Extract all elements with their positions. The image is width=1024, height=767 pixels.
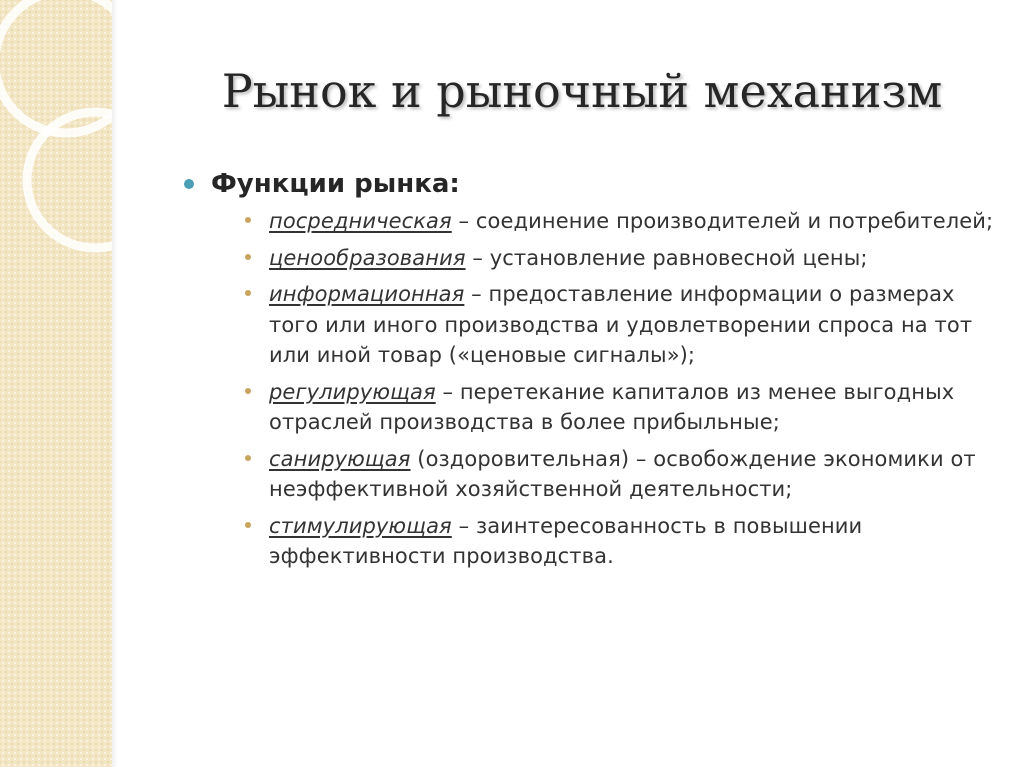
function-description: (оздоровительная) – освобождение экономики от неэффективной хозяйственной деятельности; (269, 446, 976, 501)
list-item (269, 243, 1003, 274)
function-term: ценообразования (269, 245, 466, 270)
function-description: – установление равновесной цены; (465, 245, 868, 270)
functions-heading (183, 164, 1003, 204)
function-term: информационная (269, 282, 465, 306)
functions-heading-text: Функции рынка: (211, 169, 460, 199)
function-term: санирующая (269, 446, 411, 471)
bullet-icon (245, 217, 251, 223)
list-item (269, 377, 1003, 438)
function-description: – перетекание капиталов из менее выгодных отраслей производства в более прибыльные; (269, 379, 955, 434)
bullet-icon (245, 290, 251, 296)
bullet-icon (245, 522, 251, 528)
function-description: – соединение производителей и потребителей; (451, 209, 994, 233)
bullet-icon (245, 455, 251, 461)
bullet-icon (245, 388, 251, 394)
list-item (269, 279, 1003, 371)
function-term: стимулирующая (269, 513, 452, 538)
slide-content (183, 164, 1003, 578)
teal-bullet-icon (184, 179, 194, 189)
slide-title: Рынок и рыночный механизм (221, 64, 943, 118)
list-item (269, 206, 1003, 237)
function-term: посредническая (269, 209, 452, 233)
list-item (269, 444, 1003, 505)
bullet-icon (245, 254, 251, 260)
function-description: – предоставление информации о размерах того или иного производства и удовлетворении спроса на тот или иной товар («ценовые сигналы»); (269, 282, 973, 367)
function-term: регулирующая (269, 379, 436, 404)
list-item (269, 511, 1003, 572)
function-description: – заинтересованность в повышении эффективности производства. (269, 513, 863, 568)
functions-list (183, 206, 1003, 572)
